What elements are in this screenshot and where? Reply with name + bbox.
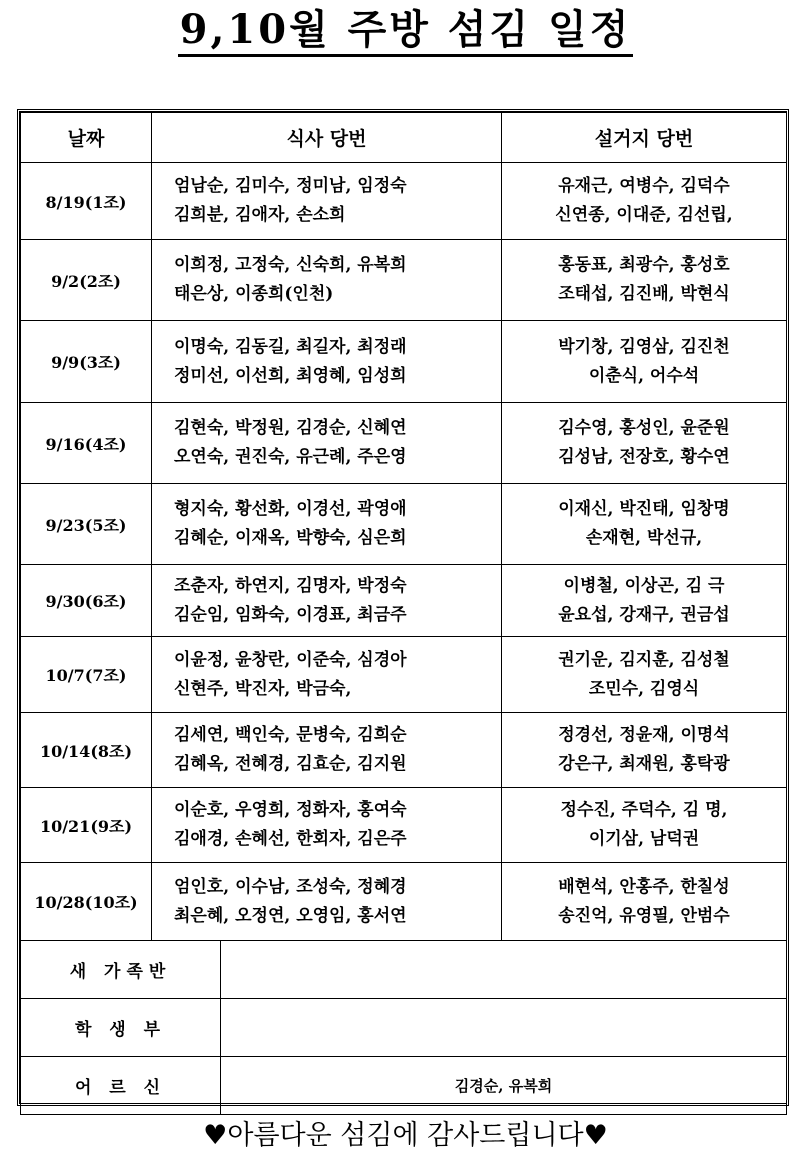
meal-line-2: 오연숙, 권진숙, 유근례, 주은영 (174, 447, 407, 467)
wash-cell (502, 637, 787, 713)
wash-line-1: 이재신, 박진태, 임창명 (558, 499, 730, 519)
extra-value (221, 999, 787, 1057)
extra-row (21, 1057, 787, 1115)
meal-line-1: 이명숙, 김동길, 최길자, 최정래 (174, 336, 407, 357)
meal-cell (152, 240, 502, 321)
header-row (21, 113, 787, 163)
meal-line-2: 최은혜, 오정연, 오영임, 홍서연 (174, 905, 407, 926)
header-meal: 식사 당번 (152, 113, 502, 163)
meal-line-2: 김애경, 손혜선, 한회자, 김은주 (174, 829, 407, 849)
wash-line-2: 송진억, 유영필, 안범수 (558, 905, 730, 926)
wash-cell (502, 240, 787, 321)
date-cell: 10/7(7조) (21, 637, 152, 713)
wash-line-1: 정수진, 주덕수, 김 명, (560, 800, 728, 820)
meal-cell (152, 565, 502, 637)
meal-line-1: 조춘자, 하연지, 김명자, 박정숙 (174, 575, 407, 596)
wash-line-1: 김수영, 홍성인, 윤준원 (558, 418, 730, 438)
wash-line-1: 이병철, 이상곤, 김 극 (563, 575, 725, 596)
wash-cell (502, 713, 787, 788)
wash-line-1: 홍동표, 최광수, 홍성호 (558, 255, 730, 275)
wash-line-1: 정경선, 정윤재, 이명석 (558, 725, 730, 745)
meal-cell (152, 403, 502, 484)
wash-line-2: 신연종, 이대준, 김선립, (555, 205, 733, 225)
extra-label: 어 르 신 (21, 1057, 221, 1115)
meal-line-1: 김세연, 백인숙, 문병숙, 김희순 (174, 725, 407, 745)
meal-line-2: 정미선, 이선희, 최영혜, 임성희 (174, 365, 407, 386)
date-cell: 9/16(4조) (21, 403, 152, 484)
table-row (21, 788, 787, 863)
header-date: 날짜 (21, 113, 152, 163)
wash-line-2: 강은구, 최재원, 홍탁광 (558, 754, 730, 774)
wash-line-2: 이기삼, 남덕권 (588, 829, 700, 849)
table-row (21, 403, 787, 484)
extra-table (20, 940, 787, 1115)
table-row (21, 484, 787, 565)
wash-line-2: 김성남, 전장호, 황수연 (558, 447, 730, 467)
meal-line-1: 이순호, 우영희, 정화자, 홍여숙 (174, 800, 407, 820)
wash-cell (502, 565, 787, 637)
schedule-sheet (17, 109, 789, 1106)
title-wrap (0, 6, 811, 57)
table-row (21, 240, 787, 321)
table-row (21, 637, 787, 713)
wash-cell (502, 863, 787, 941)
meal-line-1: 엄인호, 이수남, 조성숙, 정혜경 (174, 876, 407, 897)
meal-line-1: 이윤정, 윤창란, 이준숙, 심경아 (174, 649, 407, 670)
date-cell: 9/2(2조) (21, 240, 152, 321)
date-cell: 9/23(5조) (21, 484, 152, 565)
wash-line-2: 조민수, 김영식 (588, 678, 700, 699)
meal-line-1: 이희정, 고정숙, 신숙희, 유복희 (174, 255, 407, 275)
meal-line-2: 김혜순, 이재옥, 박향숙, 심은희 (174, 528, 407, 548)
date-cell: 10/28(10조) (21, 863, 152, 941)
wash-line-2: 윤요섭, 강재구, 권금섭 (558, 604, 730, 625)
footer-message: ♥아름다운 섬김에 감사드립니다♥ (203, 1120, 608, 1151)
extra-value: 김경순, 유복희 (221, 1057, 787, 1115)
date-cell: 10/14(8조) (21, 713, 152, 788)
wash-line-2: 이춘식, 어수석 (588, 365, 700, 386)
meal-line-1: 형지숙, 황선화, 이경선, 곽영애 (174, 499, 407, 519)
wash-cell (502, 321, 787, 403)
meal-cell (152, 321, 502, 403)
wash-line-1: 유재근, 여병수, 김덕수 (558, 176, 730, 196)
date-cell: 9/30(6조) (21, 565, 152, 637)
meal-cell (152, 163, 502, 240)
date-cell: 9/9(3조) (21, 321, 152, 403)
wash-cell (502, 484, 787, 565)
meal-line-2: 태은상, 이종희(인천) (174, 284, 334, 304)
extra-label: 학 생 부 (21, 999, 221, 1057)
wash-cell (502, 163, 787, 240)
meal-line-2: 김혜옥, 전혜경, 김효순, 김지원 (174, 754, 407, 774)
wash-line-2: 조태섭, 김진배, 박현식 (558, 284, 730, 304)
meal-cell (152, 788, 502, 863)
schedule-table (20, 112, 787, 941)
wash-line-1: 박기창, 김영삼, 김진천 (558, 336, 730, 357)
meal-cell (152, 637, 502, 713)
extra-row (21, 999, 787, 1057)
page-title: 9,10월 주방 섬김 일정 (178, 6, 634, 57)
meal-cell (152, 484, 502, 565)
extra-row (21, 941, 787, 999)
meal-line-1: 엄남순, 김미수, 정미남, 임정숙 (174, 176, 407, 196)
table-row (21, 863, 787, 941)
wash-cell (502, 403, 787, 484)
meal-cell (152, 713, 502, 788)
table-row (21, 321, 787, 403)
wash-line-2: 손재현, 박선규, (585, 528, 703, 548)
meal-cell (152, 863, 502, 941)
table-row (21, 713, 787, 788)
date-cell: 8/19(1조) (21, 163, 152, 240)
table-row (21, 163, 787, 240)
wash-cell (502, 788, 787, 863)
date-cell: 10/21(9조) (21, 788, 152, 863)
meal-line-1: 김현숙, 박정원, 김경순, 신혜연 (174, 418, 407, 438)
extra-value (221, 941, 787, 999)
meal-line-2: 김희분, 김애자, 손소희 (174, 205, 346, 225)
extra-label: 새 가족반 (21, 941, 221, 999)
wash-line-1: 배현석, 안홍주, 한칠성 (558, 876, 730, 897)
table-row (21, 565, 787, 637)
header-wash: 설거지 당번 (502, 113, 787, 163)
meal-line-2: 신현주, 박진자, 박금숙, (174, 678, 352, 699)
wash-line-1: 권기운, 김지훈, 김성철 (558, 649, 730, 670)
meal-line-2: 김순임, 임화숙, 이경표, 최금주 (174, 604, 407, 625)
